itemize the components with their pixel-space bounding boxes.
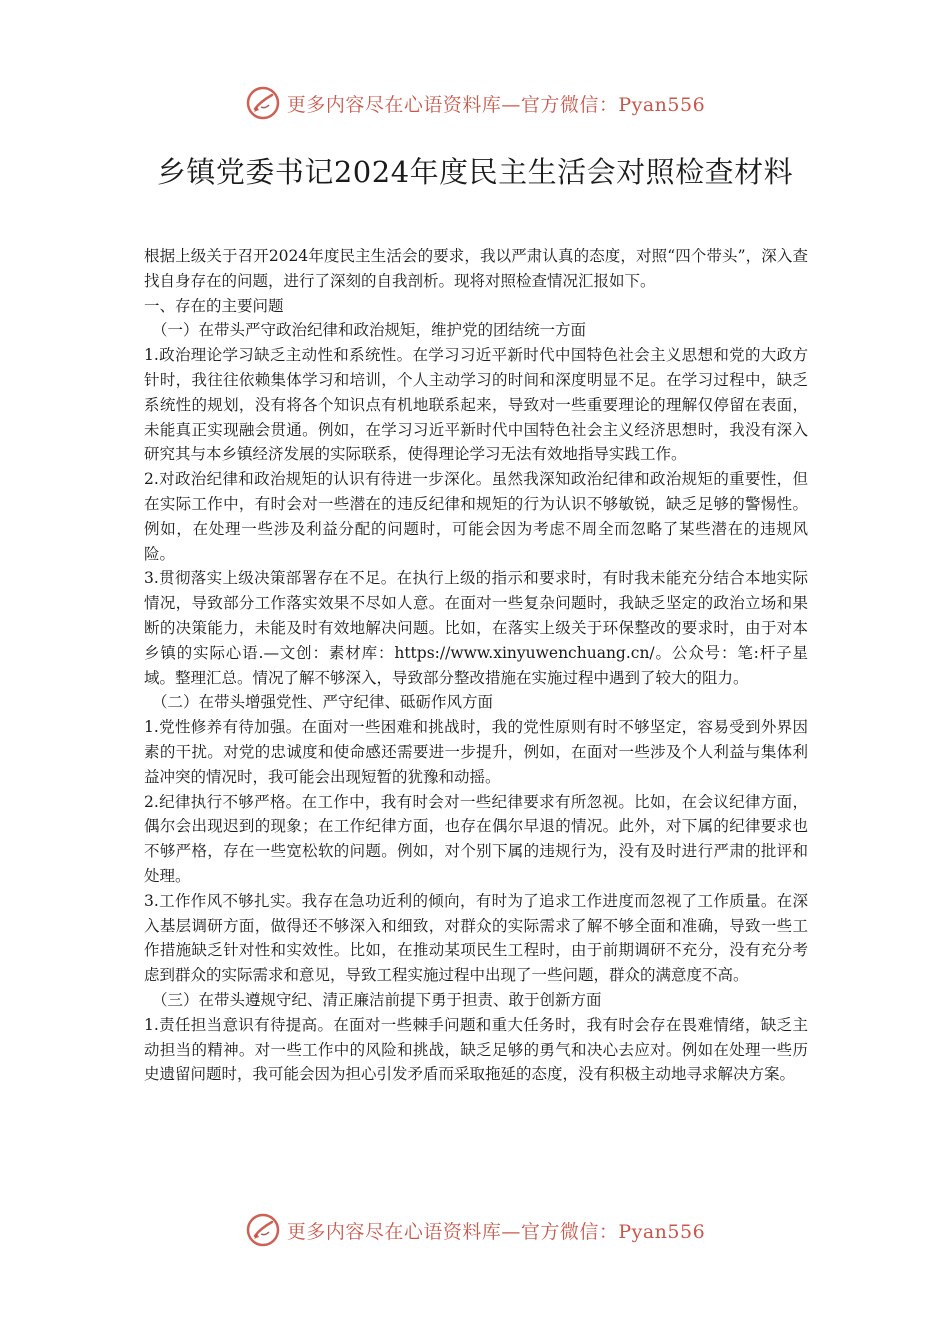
section-heading: 一、存在的主要问题 (144, 296, 284, 315)
banner-text: 更多内容尽在心语资料库—官方微信：Pyan556 (286, 1220, 706, 1243)
body-paragraph: 2.纪律执行不够严格。在工作中，我有时会对一些纪律要求有所忽视。比如，在会议纪律方面，偶尔会出现迟到的现象；在工作纪律方面，也存在偶尔早退的情况。此外，对下属的纪律要求也不够严格，存在一些宽松软的问题。例如，对个别下属的违规行为，没有及时进行严肃的批评和处理。 (144, 792, 808, 885)
body-paragraph: 1.责任担当意识有待提高。在面对一些棘手问题和重大任务时，我有时会存在畏难情绪，缺乏主动担当的精神。对一些工作中的风险和挑战，缺乏足够的勇气和决心去应对。例如在处理一些历史遗留问题时，我可能会因为担心引发矛盾而采取拖延的态度，没有积极主动地寻求解决方案。 (144, 1015, 808, 1084)
pen-logo-icon (245, 85, 281, 121)
body-paragraph: 3.贯彻落实上级决策部署存在不足。在执行上级的指示和要求时，有时我未能充分结合本地实际情况，导致部分工作落实效果不尽如人意。在面对一些复杂问题时，我缺乏坚定的政治立场和果断的决策能力，未能及时有效地解决问题。比如，在落实上级关于环保整改的要求时，由于对本乡镇的实际心语.—文创：素材库：https://www.xinyuwenchuang.cn/。公众号：笔:杆子星域。整理汇总。情况了解不够深入，导致部分整改措施在实施过程中遇到了较大的阻力。 (144, 569, 808, 687)
banner-text: 更多内容尽在心语资料库—官方微信：Pyan556 (286, 93, 706, 116)
page-title: 乡镇党委书记2024年度民主生活会对照检查材料 (156, 155, 794, 189)
subsection-heading: （一）在带头严守政治纪律和政治规矩，维护党的团结统一方面 (152, 321, 587, 340)
body-paragraph: 1.党性修养有待加强。在面对一些困难和挑战时，我的党性原则有时不够坚定，容易受到外界因素的干扰。对党的忠诚度和使命感还需要进一步提升，例如，在面对一些涉及个人利益与集体利益冲突的情况时，我可能会出现短暂的犹豫和动摇。 (144, 718, 808, 786)
header-banner (0, 83, 950, 123)
body-paragraph: 1.政治理论学习缺乏主动性和系统性。在学习习近平新时代中国特色社会主义思想和党的大政方针时，我往往依赖集体学习和培训，个人主动学习的时间和深度明显不足。在学习过程中，缺乏系统性的规划，没有将各个知识点有机地联系起来，导致对一些重要理论的理解仅停留在表面，未能真正实现融会贯通。例如，在学习习近平新时代中国特色社会主义经济思想时，我没有深入研究其与本乡镇经济发展的实际联系，使得理论学习无法有效地指导实践工作。 (144, 346, 808, 464)
subsection-heading: （三）在带头遵规守纪、清正廉洁前提下勇于担责、敢于创新方面 (152, 990, 602, 1009)
footer-banner (0, 1210, 950, 1250)
pen-logo-icon (245, 1212, 281, 1248)
intro-paragraph: 根据上级关于召开2024年度民主生活会的要求，我以严肃认真的态度，对照“四个带头”，深入查找自身存在的问题，进行了深刻的自我剖析。现将对照检查情况汇报如下。 (144, 247, 808, 290)
body-paragraph: 3.工作作风不够扎实。我存在急功近利的倾向，有时为了追求工作进度而忽视了工作质量。在深入基层调研方面，做得还不够深入和细致，对群众的实际需求了解不够全面和准确，导致一些工作措施缺乏针对性和实效性。比如，在推动某项民生工程时，由于前期调研不充分，没有充分考虑到群众的实际需求和意见，导致工程实施过程中出现了一些问题，群众的满意度不高。 (144, 891, 808, 985)
document-body (144, 244, 808, 1087)
subsection-heading: （二）在带头增强党性、严守纪律、砥砺作风方面 (152, 693, 494, 712)
body-paragraph: 2.对政治纪律和政治规矩的认识有待进一步深化。虽然我深知政治纪律和政治规矩的重要性，但在实际工作中，有时会对一些潜在的违反纪律和规矩的行为认识不够敏锐，缺乏足够的警惕性。例如，在处理一些涉及利益分配的问题时，可能会因为考虑不周全而忽略了某些潜在的违规风险。 (144, 470, 808, 563)
